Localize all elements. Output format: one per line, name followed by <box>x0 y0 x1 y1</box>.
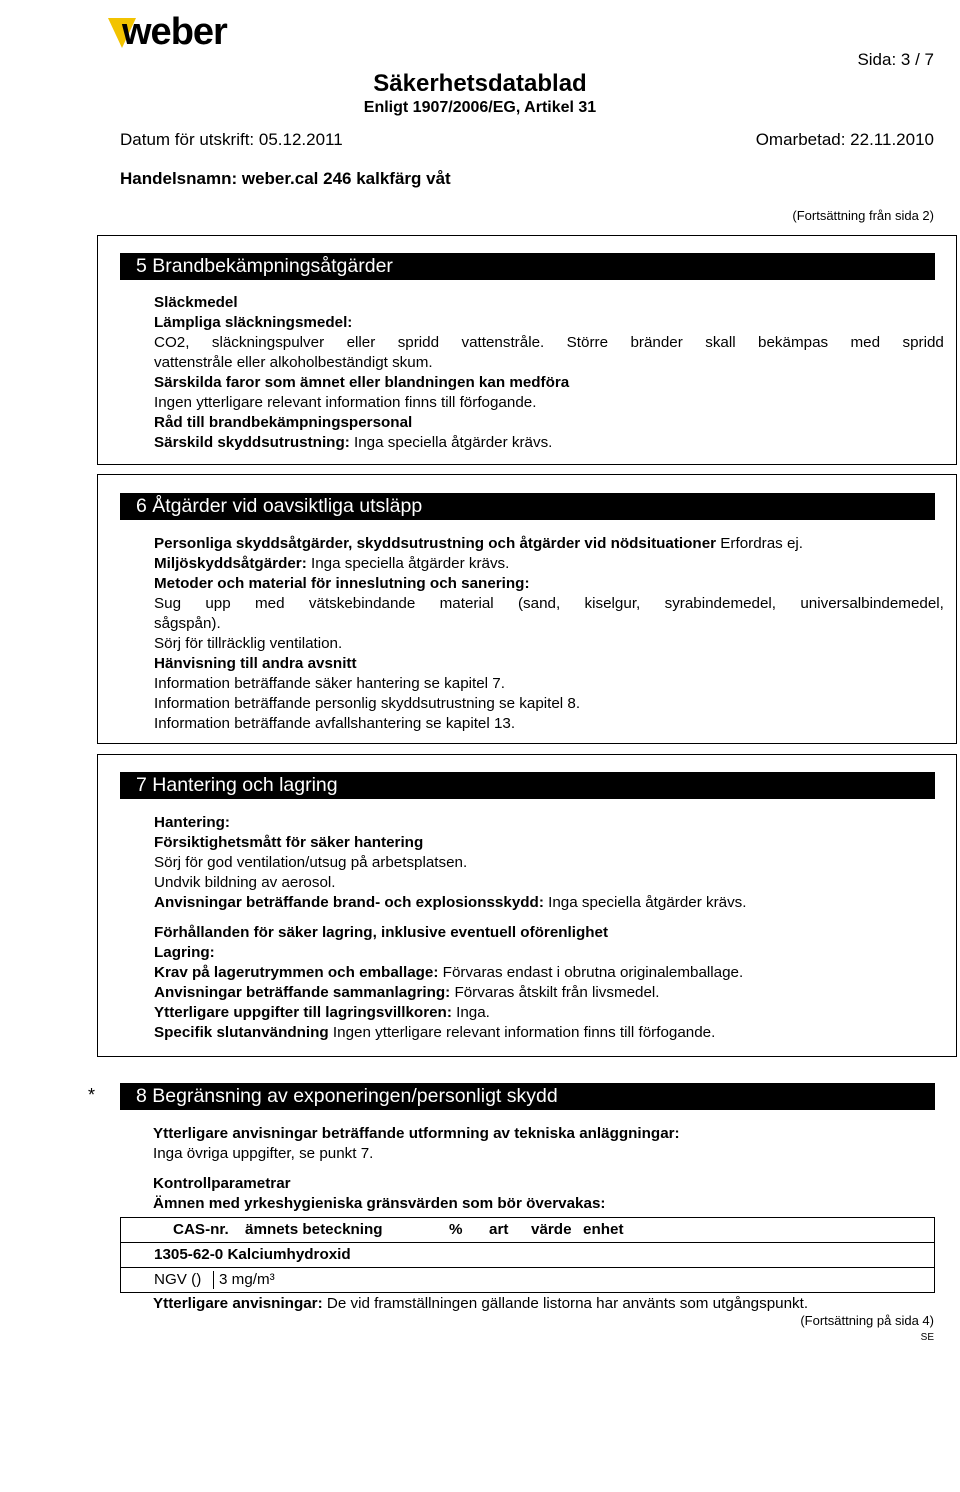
s8-label: Ytterligare anvisningar: <box>153 1295 323 1312</box>
s5-line: vattenstråle eller alkoholbeständigt skum. <box>154 354 433 371</box>
s6-line: Information beträffande avfallshantering se kapitel 13. <box>154 715 516 732</box>
s6-line: Information beträffande personlig skyddsutrustning se kapitel 8. <box>154 695 581 712</box>
s7-value: Förvaras endast i obrutna originalemballage. <box>438 964 744 981</box>
continued-on: (Fortsättning på sida 4) <box>800 1313 934 1328</box>
s6-line: Sörj för tillräcklig ventilation. <box>154 635 343 652</box>
document-title: Säkerhetsdatablad <box>373 70 587 97</box>
s6-value: Erfordras ej. <box>716 535 804 552</box>
language-code: SE <box>920 1332 934 1343</box>
s6-label: Personliga skyddsåtgärder, skyddsutrustning och åtgärder vid nödsituationer <box>154 535 717 552</box>
trade-name: Handelsnamn: weber.cal 246 kalkfärg våt <box>120 169 451 188</box>
s6-label: Miljöskyddsåtgärder: <box>154 555 307 572</box>
print-date: Datum för utskrift: 05.12.2011 <box>120 130 343 149</box>
s6-line: Metoder och material för inneslutning och sanering: <box>154 575 530 592</box>
s7-line <box>154 963 944 983</box>
s7-label: Specifik slutanvändning <box>154 1024 329 1041</box>
s7-line: Undvik bildning av aerosol. <box>154 874 336 891</box>
s7-line: Sörj för god ventilation/utsug på arbetsplatsen. <box>154 854 468 871</box>
s7-label: Krav på lagerutrymmen och emballage: <box>154 964 439 981</box>
col-art: art <box>489 1221 509 1238</box>
table-row <box>121 1242 934 1267</box>
s5-label: Särskild skyddsutrustning: <box>154 434 350 451</box>
s7-line: Lagring: <box>154 944 215 961</box>
substance-cell: 1305-62-0 Kalciumhydroxid <box>154 1246 351 1263</box>
s7-label: Anvisningar beträffande sammanlagring: <box>154 984 451 1001</box>
s5-line <box>154 433 944 453</box>
s5-line: Släckmedel <box>154 294 238 311</box>
s5-line: Råd till brandbekämpningspersonal <box>154 414 413 431</box>
section-6-heading: 6 Åtgärder vid oavsiktliga utsläpp <box>120 493 935 520</box>
exposure-limits-table <box>120 1217 935 1293</box>
col-percent: % <box>449 1221 463 1238</box>
table-row <box>121 1267 934 1292</box>
section-6 <box>97 474 957 744</box>
revised-date: Omarbetad: 22.11.2010 <box>755 130 934 149</box>
s7-value: Ingen ytterligare relevant information finns till förfogande. <box>328 1024 716 1041</box>
section-6-body <box>154 534 944 734</box>
table-header-row <box>121 1218 934 1242</box>
s6-line: Hänvisning till andra avsnitt <box>154 655 357 672</box>
s7-line: Försiktighetsmått för säker hantering <box>154 834 424 851</box>
section-5-body <box>154 293 944 453</box>
s7-label: Anvisningar beträffande brand- och explosionsskydd: <box>154 894 544 911</box>
s8-line: Ämnen med yrkeshygieniska gränsvärden som bör övervakas: <box>153 1195 606 1212</box>
s7-line <box>154 893 944 913</box>
col-unit: enhet <box>583 1221 624 1238</box>
s8-line: Ytterligare anvisningar beträffande utformning av tekniska anläggningar: <box>153 1125 680 1142</box>
s5-line: Särskilda faror som ämnet eller blandningen kan medföra <box>154 374 570 391</box>
s7-label: Ytterligare uppgifter till lagringsvillkoren: <box>154 1004 452 1021</box>
section-7 <box>97 754 957 1057</box>
weber-logo <box>108 10 258 54</box>
s5-line: Lämpliga släckningsmedel: <box>154 314 353 331</box>
s6-line: Sug upp med vätskebindande material (sand, kiselgur, syrabindemedel, universalbindemedel, <box>154 595 944 612</box>
section-7-heading: 7 Hantering och lagring <box>120 772 935 799</box>
s6-line: sågspån). <box>154 615 221 632</box>
limit-value-cell: 3 mg/m³ <box>219 1271 275 1288</box>
s7-value: Inga speciella åtgärder krävs. <box>543 894 747 911</box>
s8-value: De vid framställningen gällande listorna har använts som utgångspunkt. <box>322 1295 809 1312</box>
s5-value: Inga speciella åtgärder krävs. <box>349 434 553 451</box>
revision-marker: * <box>88 1085 96 1105</box>
s6-value: Inga speciella åtgärder krävs. <box>306 555 510 572</box>
section-5 <box>97 235 957 465</box>
col-value: värde <box>531 1221 572 1238</box>
s5-line: CO2, släckningspulver eller spridd vattenstråle. Större bränder skall bekämpas med spridd <box>154 334 944 351</box>
s8-line: Inga övriga uppgifter, se punkt 7. <box>153 1145 374 1162</box>
section-8-heading: 8 Begränsning av exponeringen/personligt skydd <box>120 1083 935 1110</box>
s7-line <box>154 983 944 1003</box>
s7-line: Förhållanden för säker lagring, inklusive eventuell oförenlighet <box>154 924 609 941</box>
s7-line: Hantering: <box>154 814 230 831</box>
section-8-footer <box>153 1294 943 1314</box>
section-5-heading: 5 Brandbekämpningsåtgärder <box>120 253 935 280</box>
s6-line <box>154 554 944 574</box>
section-7-body <box>154 813 944 1043</box>
s6-line: Information beträffande säker hantering se kapitel 7. <box>154 675 505 692</box>
page-number: Sida: 3 / 7 <box>857 50 934 69</box>
col-name: ämnets beteckning <box>245 1221 383 1238</box>
s8-line: Kontrollparametrar <box>153 1175 291 1192</box>
col-cas: CAS-nr. <box>173 1221 229 1238</box>
s7-line <box>154 1003 944 1023</box>
document-subtitle: Enligt 1907/2006/EG, Artikel 31 <box>363 99 597 116</box>
s7-line <box>154 1023 944 1043</box>
logo-text: weber <box>122 11 227 53</box>
section-8-body <box>153 1124 943 1214</box>
limit-type-cell: NGV () <box>154 1271 202 1288</box>
s5-line: Ingen ytterligare relevant information finns till förfogande. <box>154 394 537 411</box>
continued-from: (Fortsättning från sida 2) <box>792 208 934 223</box>
s7-value: Förvaras åtskilt från livsmedel. <box>450 984 660 1001</box>
cell-divider <box>213 1271 214 1289</box>
s8-line <box>153 1294 943 1314</box>
s7-value: Inga. <box>451 1004 490 1021</box>
s6-line <box>154 534 944 554</box>
